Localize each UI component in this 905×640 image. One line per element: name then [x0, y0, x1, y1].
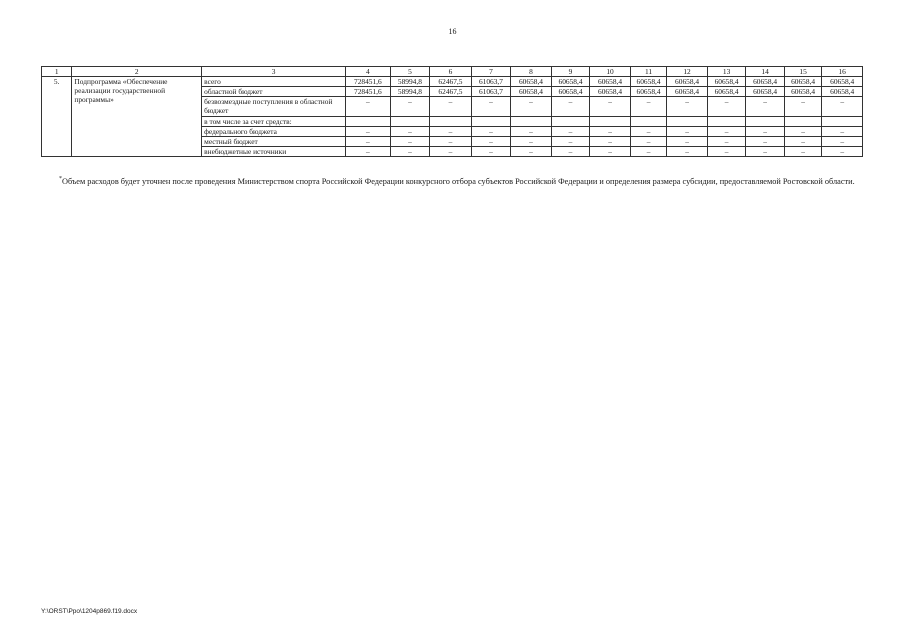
value-cell	[630, 117, 666, 127]
value-cell: –	[667, 137, 708, 147]
column-header: 12	[667, 67, 708, 77]
value-cell	[667, 117, 708, 127]
value-cell: –	[822, 147, 863, 157]
value-cell: 60658,4	[667, 87, 708, 97]
value-cell: 728451,6	[346, 87, 391, 97]
value-cell: –	[511, 147, 552, 157]
value-cell: 728451,6	[346, 77, 391, 87]
value-cell	[551, 117, 590, 127]
value-cell: 60658,4	[511, 77, 552, 87]
value-cell: –	[430, 137, 472, 147]
row-label: всего	[202, 77, 346, 87]
column-header: 9	[551, 67, 590, 77]
value-cell: –	[630, 127, 666, 137]
value-cell: –	[551, 147, 590, 157]
value-cell: –	[746, 127, 785, 137]
value-cell: 60658,4	[630, 77, 666, 87]
value-cell: 60658,4	[746, 77, 785, 87]
value-cell: 60658,4	[707, 87, 746, 97]
value-cell	[784, 117, 822, 127]
row-label: федерального бюджета	[202, 127, 346, 137]
value-cell: 60658,4	[822, 77, 863, 87]
value-cell: 60658,4	[551, 77, 590, 87]
column-header: 5	[390, 67, 430, 77]
value-cell: –	[667, 147, 708, 157]
value-cell: –	[471, 97, 511, 117]
value-cell: –	[590, 127, 631, 137]
value-cell: 62467,5	[430, 87, 472, 97]
column-header: 16	[822, 67, 863, 77]
value-cell: –	[471, 147, 511, 157]
value-cell: –	[707, 147, 746, 157]
value-cell: –	[784, 137, 822, 147]
value-cell: –	[746, 137, 785, 147]
value-cell: –	[784, 147, 822, 157]
row-label: местный бюджет	[202, 137, 346, 147]
value-cell: –	[346, 127, 391, 137]
value-cell: –	[667, 127, 708, 137]
item-number: 5.	[42, 77, 72, 157]
value-cell: 60658,4	[707, 77, 746, 87]
value-cell	[390, 117, 430, 127]
row-label: безвозмездные поступления в областной бюджет	[202, 97, 346, 117]
value-cell: –	[590, 147, 631, 157]
value-cell: –	[707, 127, 746, 137]
row-label: внебюджетные источники	[202, 147, 346, 157]
table-header-row	[42, 67, 863, 77]
value-cell: 60658,4	[784, 77, 822, 87]
footnote	[41, 174, 861, 187]
column-header: 13	[707, 67, 746, 77]
value-cell: 60658,4	[511, 87, 552, 97]
value-cell: 60658,4	[590, 77, 631, 87]
value-cell	[746, 117, 785, 127]
column-header: 6	[430, 67, 472, 77]
value-cell: –	[590, 97, 631, 117]
value-cell: –	[630, 147, 666, 157]
value-cell: 60658,4	[630, 87, 666, 97]
value-cell	[511, 117, 552, 127]
value-cell: –	[511, 137, 552, 147]
column-header: 10	[590, 67, 631, 77]
column-header: 4	[346, 67, 391, 77]
value-cell: 58994,8	[390, 87, 430, 97]
value-cell: –	[511, 127, 552, 137]
value-cell: –	[551, 97, 590, 117]
value-cell: 60658,4	[822, 87, 863, 97]
column-header: 11	[630, 67, 666, 77]
value-cell: 61063,7	[471, 87, 511, 97]
footnote-mark: *	[59, 176, 62, 182]
value-cell: –	[390, 127, 430, 137]
column-header: 15	[784, 67, 822, 77]
value-cell: 60658,4	[784, 87, 822, 97]
value-cell: –	[784, 97, 822, 117]
page-number: 16	[448, 27, 457, 36]
value-cell: –	[667, 97, 708, 117]
value-cell	[471, 117, 511, 127]
value-cell	[430, 117, 472, 127]
value-cell: –	[390, 147, 430, 157]
value-cell: –	[630, 137, 666, 147]
value-cell: 61063,7	[471, 77, 511, 87]
column-header: 3	[202, 67, 346, 77]
value-cell: –	[707, 137, 746, 147]
value-cell: 60658,4	[551, 87, 590, 97]
item-name: Подпрограмма «Обеспечение реализации государственной программы»	[72, 77, 202, 157]
value-cell: –	[822, 97, 863, 117]
table-row	[42, 77, 863, 87]
value-cell: –	[822, 137, 863, 147]
value-cell: –	[390, 97, 430, 117]
value-cell	[822, 117, 863, 127]
value-cell: –	[590, 137, 631, 147]
value-cell: –	[630, 97, 666, 117]
file-path: Y:\ORST\Ppo\1204p869.f19.docx	[41, 608, 138, 615]
value-cell: –	[707, 97, 746, 117]
value-cell: –	[822, 127, 863, 137]
value-cell	[590, 117, 631, 127]
value-cell: –	[551, 137, 590, 147]
value-cell: –	[346, 97, 391, 117]
value-cell: 60658,4	[590, 87, 631, 97]
column-header: 14	[746, 67, 785, 77]
value-cell: –	[430, 97, 472, 117]
column-header: 1	[42, 67, 72, 77]
value-cell: –	[390, 137, 430, 147]
value-cell: –	[784, 127, 822, 137]
value-cell: –	[746, 97, 785, 117]
value-cell: –	[430, 147, 472, 157]
value-cell: –	[511, 97, 552, 117]
value-cell: –	[471, 127, 511, 137]
column-header: 8	[511, 67, 552, 77]
budget-table	[41, 66, 863, 157]
value-cell: 58994,8	[390, 77, 430, 87]
column-header: 2	[72, 67, 202, 77]
row-label: в том числе за счет средств:	[202, 117, 346, 127]
value-cell: –	[430, 127, 472, 137]
row-label: областной бюджет	[202, 87, 346, 97]
value-cell: 62467,5	[430, 77, 472, 87]
value-cell: 60658,4	[746, 87, 785, 97]
value-cell: –	[471, 137, 511, 147]
value-cell: –	[746, 147, 785, 157]
value-cell: –	[346, 147, 391, 157]
value-cell: –	[551, 127, 590, 137]
column-header: 7	[471, 67, 511, 77]
value-cell	[346, 117, 391, 127]
value-cell	[707, 117, 746, 127]
value-cell: 60658,4	[667, 77, 708, 87]
value-cell: –	[346, 137, 391, 147]
footnote-text: Объем расходов будет уточнен после проведения Министерством спорта Российской Федерации конкурсного отбора субъектов Российской Федерации и определения размера субсидии, предоставляемой Ростовской области.	[62, 176, 855, 186]
